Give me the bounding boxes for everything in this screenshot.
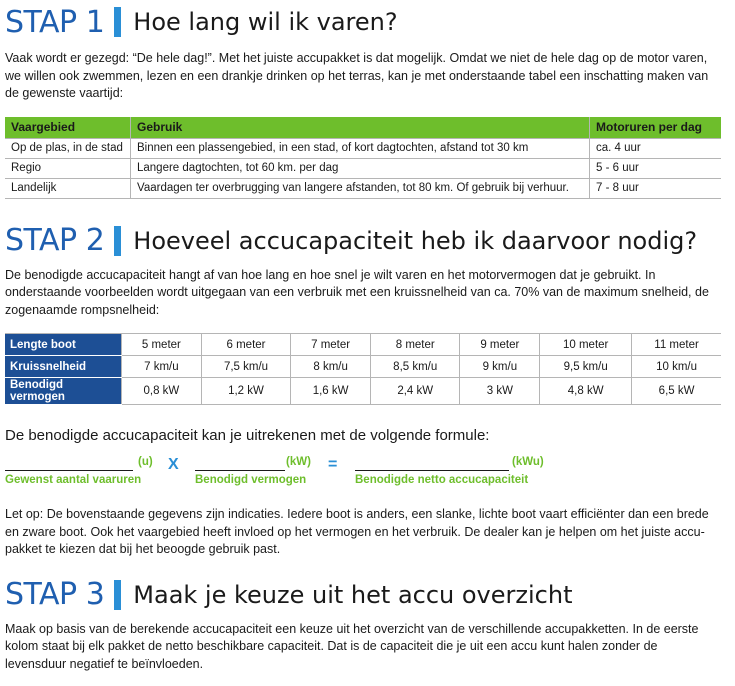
stap1-number: STAP 1 xyxy=(5,4,105,40)
table-cell: Langere dagtochten, tot 60 km. per dag xyxy=(131,158,590,178)
label-vermogen: Benodigd vermogen xyxy=(195,474,307,486)
table-cell: Regio xyxy=(5,158,131,178)
stap2-title: Hoeveel accucapaciteit heb ik daarvoor nodig? xyxy=(133,226,698,255)
table-cell: 9 meter xyxy=(460,334,540,356)
table-cell: 6,5 kW xyxy=(632,378,721,405)
table-row xyxy=(5,178,721,198)
table-row xyxy=(5,138,721,158)
stap3-accent-bar xyxy=(114,580,121,610)
col-header-vaargebied: Vaargebied xyxy=(5,117,131,139)
table-cell: 5 meter xyxy=(122,334,202,356)
table-cell: 1,2 kW xyxy=(201,378,290,405)
multiply-operator: X xyxy=(168,456,179,473)
table-cell: 10 meter xyxy=(540,334,632,356)
table-cell: 1,6 kW xyxy=(291,378,371,405)
table-cell: 8 meter xyxy=(371,334,460,356)
table-row xyxy=(5,158,721,178)
table-cell: 2,4 kW xyxy=(371,378,460,405)
stap1-heading xyxy=(5,0,721,44)
stap2-accent-bar xyxy=(114,226,121,256)
stap1-title: Hoe lang wil ik varen? xyxy=(133,8,398,36)
hours-input-line xyxy=(5,470,133,471)
table-cell: 0,8 kW xyxy=(122,378,202,405)
equals-operator: = xyxy=(328,456,338,473)
power-input-line xyxy=(195,470,285,471)
stap2-note: Let op: De bovenstaande gegevens zijn indicaties. Iedere boot is anders, een slanke, lichte boot vaart efficiënter dan een brede en zware boot. Ook het vaargebied heeft invloed op het vermogen en het verbruik. De dealer kan je helpen om het juiste accu-pakket te kiezen dat bij het beoogde gebruik past. xyxy=(5,507,709,556)
stap1-accent-bar xyxy=(114,7,121,37)
table-cell: 6 meter xyxy=(201,334,290,356)
stap3-heading xyxy=(5,573,721,617)
table-cell: 7 meter xyxy=(291,334,371,356)
unit-hours: (u) xyxy=(138,456,153,468)
stap1-intro: Vaak wordt er gezegd: “De hele dag!”. Met het juiste accupakket is dat mogelijk. Omdat we niet de hele dag op de motor varen, we willen ook zwemmen, lezen en een drankje drinken op het terras, kan je met onderstaande tabel een inschatting maken van de gewenste vaartijd: xyxy=(5,51,709,100)
table-cell: 9,5 km/u xyxy=(540,356,632,378)
table-cell: ca. 4 uur xyxy=(590,138,722,158)
stap2-number: STAP 2 xyxy=(5,223,105,258)
col-header-motoruren: Motoruren per dag xyxy=(590,117,722,139)
capacity-result-line xyxy=(355,470,509,471)
table-cell: Vaardagen ter overbrugging van langere afstanden, tot 80 km. Of gebruik bij verhuur. xyxy=(131,178,590,198)
row-header-kruissnelheid: Kruissnelheid xyxy=(5,356,122,378)
table-header-row xyxy=(5,117,721,139)
stap3-number: STAP 3 xyxy=(5,577,105,612)
table-cell: Landelijk xyxy=(5,178,131,198)
row-header-lengte: Lengte boot xyxy=(5,334,122,356)
table-cell: 4,8 kW xyxy=(540,378,632,405)
table-cell: 11 meter xyxy=(632,334,721,356)
table-cell: 8,5 km/u xyxy=(371,356,460,378)
vaargebied-table xyxy=(5,117,721,199)
table-cell: 7 - 8 uur xyxy=(590,178,722,198)
table-cell: 3 kW xyxy=(460,378,540,405)
table-cell: 7,5 km/u xyxy=(201,356,290,378)
unit-kwu: (kWu) xyxy=(512,456,544,468)
label-vaaruren: Gewenst aantal vaaruren xyxy=(5,474,142,486)
stap3-intro: Maak op basis van de berekende accucapaciteit een keuze uit het overzicht van de verschillende accupakketten. In de eerste kolom staat bij elk pakket de netto beschikbare capaciteit. Dat is de capaciteit die je uit een accu kunt halen zonder de levensduur negatief te beïnvloeden. xyxy=(5,621,699,671)
boot-specs-table xyxy=(5,333,721,405)
table-cell: 10 km/u xyxy=(632,356,721,378)
table-row xyxy=(5,378,721,405)
table-cell: 7 km/u xyxy=(122,356,202,378)
stap2-intro: De benodigde accucapaciteit hangt af van hoe lang en hoe snel je wilt varen en het motorvermogen dat je gebruikt. In onderstaande voorbeelden wordt uitgegaan van een verbruik met een kruissnelheid van ca. 70% van de maximum snelheid, de zogenaamde rompsnelheid: xyxy=(5,267,709,317)
document-page xyxy=(5,0,721,673)
table-row xyxy=(5,356,721,378)
table-row xyxy=(5,334,721,356)
stap2-heading xyxy=(5,219,721,263)
table-cell: 9 km/u xyxy=(460,356,540,378)
table-cell: 5 - 6 uur xyxy=(590,158,722,178)
formula-intro: De benodigde accucapaciteit kan je uitrekenen met de volgende formule: xyxy=(5,427,490,444)
col-header-gebruik: Gebruik xyxy=(131,117,590,139)
label-accucapaciteit: Benodigde netto accucapaciteit xyxy=(355,474,529,486)
table-cell: Op de plas, in de stad xyxy=(5,138,131,158)
table-cell: Binnen een plassengebied, in een stad, of kort dagtochten, afstand tot 30 km xyxy=(131,138,590,158)
capacity-formula xyxy=(5,454,721,490)
unit-kw: (kW) xyxy=(286,456,311,468)
table-cell: 8 km/u xyxy=(291,356,371,378)
stap3-title: Maak je keuze uit het accu overzicht xyxy=(133,580,573,609)
row-header-vermogen: Benodigd vermogen xyxy=(5,378,122,405)
